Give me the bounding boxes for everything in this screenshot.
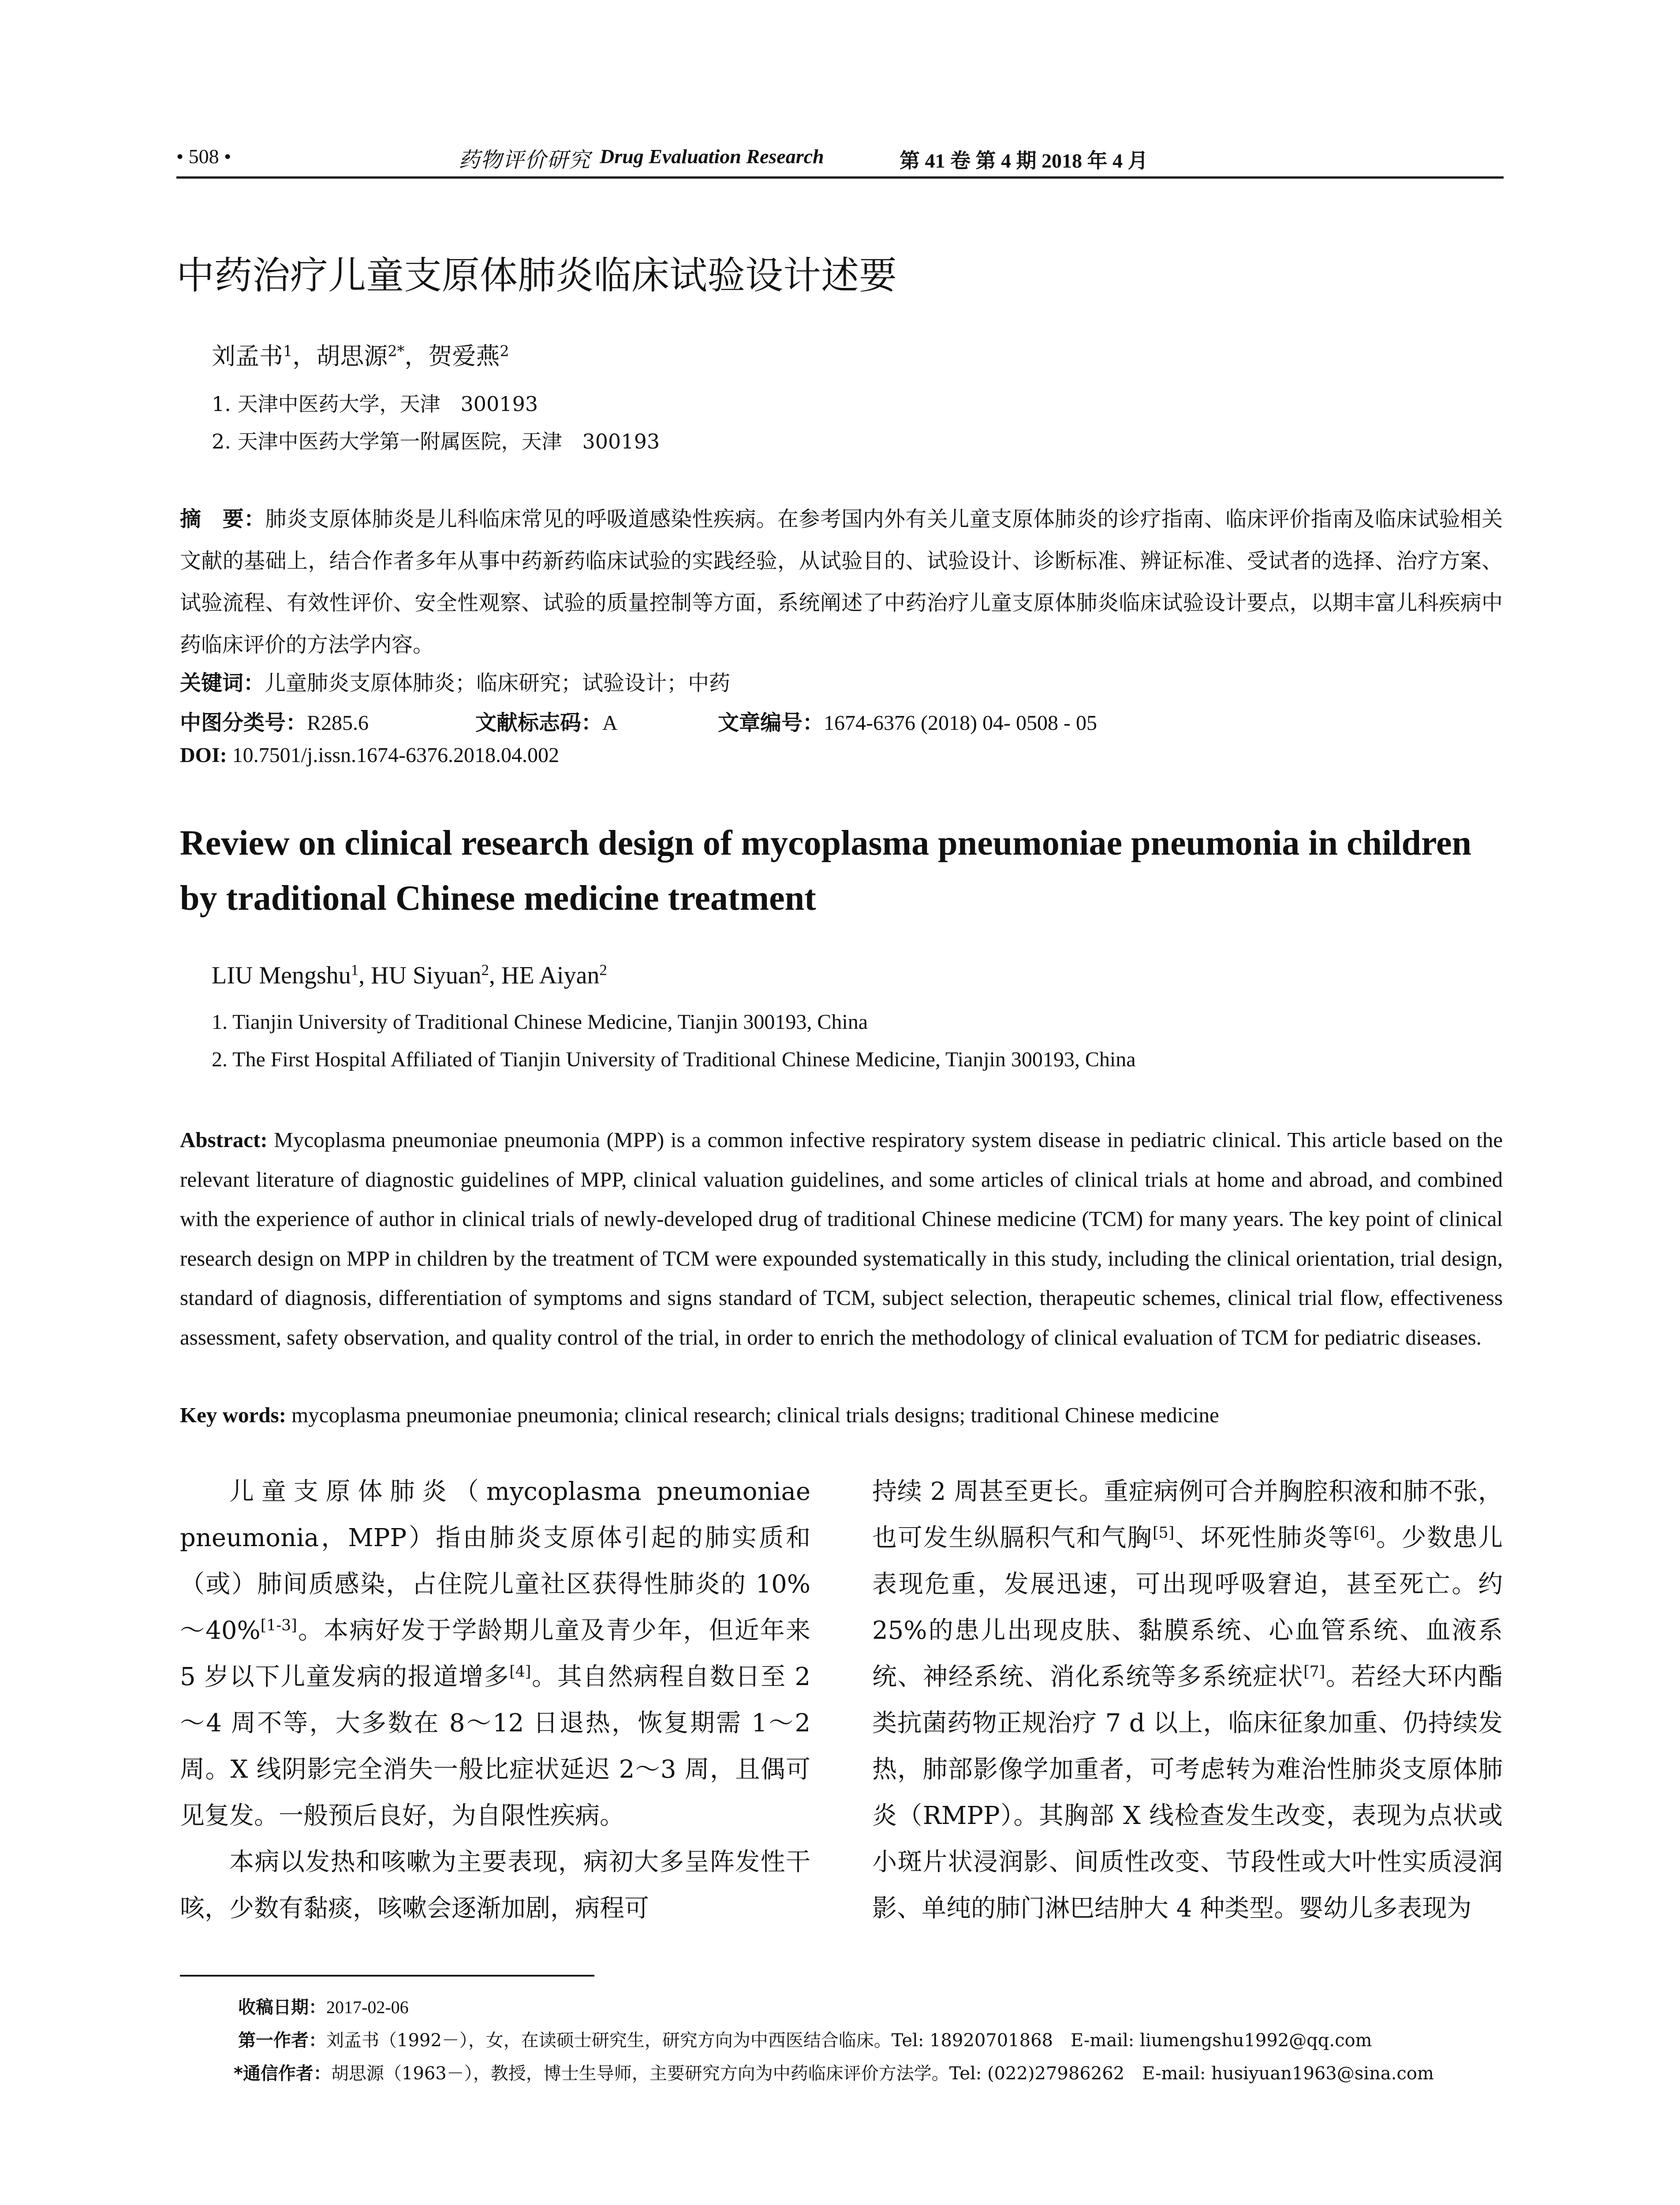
body-text: 、坏死性肺炎等	[1174, 1524, 1354, 1552]
affil-mark: 1	[283, 342, 293, 360]
title-en: Review on clinical research design of mycoplasma pneumoniae pneumonia in children by traditional Chinese medicine treatment	[180, 824, 1472, 918]
affil-mark: 2	[599, 961, 607, 979]
received-label: 收稿日期：	[238, 1997, 326, 2018]
affiliation-en-1: 1. Tianjin University of Traditional Chinese Medicine, Tianjin 300193, China	[212, 1010, 868, 1034]
citation[interactable]: [6]	[1353, 1524, 1375, 1542]
clc-label: 中图分类号：	[180, 710, 307, 735]
abstract-en-text: Mycoplasma pneumoniae pneumonia (MPP) is a common infective respiratory system disease in pediatric clinical. This article based on the relevant literature of diagnostic guidelines of MPP, clinical valuation guidelines, and some articles of clinical trials at home and abroad, and combined with the experience of author in clinical trials of newly-developed drug of traditional Chinese medicine (TCM) for many years. The key point of clinical research design on MPP in children by the treatment of TCM were expounded systematically in this study, including the clinical orientation, trial design, standard of diagnosis, differentiation of symptoms and signs standard of TCM, subject selection, therapeutic schemes, clinical trial flow, effectiveness assessment, safety observation, and quality control of the trial, in order to enrich the methodology of clinical evaluation of TCM for pediatric diseases.	[180, 1128, 1503, 1349]
journal-logo: 药物评价研究	[459, 148, 591, 172]
body-text: 。若经大环内酯类抗菌药物正规治疗 7 d 以上，临床征象加重、仍持续发热，肺部影像学加重者，可考虑转为难治性肺炎支原体肺炎（RMPP）。其胸部 X 线检查发生改变，表现为点状或小斑片状浸润影、间质性改变、节段性或大叶性实质浸润影、单纯的肺门淋巴结肿大 4 种类型。婴幼儿多表现为	[872, 1663, 1503, 1923]
corresponding-label: *通信作者：	[234, 2063, 331, 2084]
affil-mark: 1	[351, 961, 359, 979]
author-name: ，胡思源	[292, 342, 388, 370]
footnote-corresponding	[234, 2059, 1434, 2085]
body-text: 持续 2 周甚至更长。重症病例可合并胸腔积液和肺不张，也可发生纵膈积气和气胸	[872, 1477, 1503, 1552]
affiliation-en-2: 2. The First Hospital Affiliated of Tianjin University of Traditional Chinese Medicine, Tianjin 300193, China	[212, 1048, 1136, 1071]
first-author-info: 刘孟书（1992－），女，在读硕士研究生，研究方向为中西医结合临床。Tel: 18920701868 E-mail: liumengshu1992@qq.com	[326, 2030, 1372, 2051]
received-date: 2017-02-06	[326, 1997, 409, 2017]
author-name: , HU Siyuan	[358, 962, 482, 989]
affil-mark: 2	[500, 342, 509, 360]
body-text: 。其自然病程自数日至 2～4 周不等，大多数在 8～12 日退热，恢复期需 1～2 周。X 线阴影完全消失一般比症状延迟 2～3 周，且偶可见复发。一般预后良好，为自限性疾病。	[180, 1663, 810, 1830]
corresponding-info: 胡思源（1963－），教授，博士生导师，主要研究方向为中药临床评价方法学。Tel: (022)27986262 E-mail: husiyuan1963@sina.com	[331, 2063, 1434, 2084]
body-paragraph-2: 本病以发热和咳嗽为主要表现，病初大多呈阵发性干咳，少数有黏痰，咳嗽会逐渐加剧，病程可	[180, 1848, 810, 1923]
abstract-en-label: Abstract:	[180, 1128, 268, 1152]
doc-value: A	[602, 711, 618, 735]
body-text: 儿童支原体肺炎（mycoplasma pneumoniae pneumonia，MPP）指由肺炎支原体引起的肺实质和（或）肺间质感染，占住院儿童社区获得性肺炎的 10%～40%	[180, 1477, 810, 1645]
doi-label: DOI:	[180, 744, 227, 767]
affil-mark: 2*	[388, 342, 405, 360]
affil-mark: 2	[481, 961, 489, 979]
article-value: 1674-6376 (2018) 04- 0508 - 05	[824, 711, 1097, 735]
article-label: 文章编号：	[718, 710, 824, 735]
doi	[180, 743, 559, 767]
running-header	[176, 140, 1504, 176]
title-zh: 中药治疗儿童支原体肺炎临床试验设计述要	[176, 254, 897, 298]
affiliation-zh-1: 1. 天津中医药大学，天津 300193	[212, 392, 538, 416]
keywords-zh	[180, 666, 730, 696]
authors-zh	[212, 337, 509, 371]
journal-issue: 第 41 卷 第 4 期 2018 年 4 月	[900, 149, 1148, 172]
header-divider	[176, 176, 1504, 179]
author-name: 刘孟书	[212, 342, 283, 370]
classification-line	[180, 706, 1503, 736]
citation[interactable]: [5]	[1153, 1524, 1175, 1542]
body-column-right	[872, 1469, 1503, 1932]
author-name: , HE Aiyan	[489, 962, 600, 989]
document-code	[475, 706, 618, 736]
citation[interactable]: [4]	[509, 1663, 531, 1681]
abstract-zh	[180, 498, 1503, 666]
authors-en	[212, 961, 607, 990]
article-number	[718, 706, 1097, 736]
footnote-divider	[180, 1975, 594, 1977]
page-number: • 508 •	[176, 145, 231, 168]
body-text: 。本病好发于学龄期儿童及青少年，但近年来 5 岁以下儿童发病的报道增多	[180, 1616, 811, 1691]
footnote-first-author	[238, 2026, 1372, 2052]
affiliation-zh-2: 2. 天津中医药大学第一附属医院，天津 300193	[212, 430, 660, 453]
abstract-en	[180, 1120, 1503, 1357]
body-text: 。少数患儿表现危重，发展迅速，可出现呼吸窘迫，甚至死亡。约 25%的患儿出现皮肤、黏膜系统、心血管系统、血液系统、神经系统、消化系统等多系统症状	[872, 1524, 1503, 1691]
keywords-en-text: mycoplasma pneumoniae pneumonia; clinical research; clinical trials designs; traditional Chinese medicine	[291, 1403, 1219, 1427]
journal-name-en: Drug Evaluation Research	[600, 145, 824, 168]
author-name: ，贺爱燕	[404, 342, 500, 370]
doc-label: 文献标志码：	[475, 710, 603, 735]
keywords-zh-label: 关键词：	[180, 671, 265, 695]
citation[interactable]: [1-3]	[260, 1616, 297, 1634]
keywords-en	[180, 1402, 1219, 1428]
doi-value[interactable]: 10.7501/j.issn.1674-6376.2018.04.002	[232, 744, 560, 767]
body-paragraph-1	[180, 1469, 810, 1839]
footnote-received	[238, 1993, 409, 2018]
clc-value: R285.6	[307, 711, 369, 735]
body-column-left	[180, 1469, 810, 1932]
clc-code	[180, 706, 369, 736]
keywords-en-label: Key words:	[180, 1403, 286, 1427]
abstract-zh-label: 摘 要：	[180, 507, 265, 531]
abstract-zh-text: 肺炎支原体肺炎是儿科临床常见的呼吸道感染性疾病。在参考国内外有关儿童支原体肺炎的诊疗指南、临床评价指南及临床试验相关文献的基础上，结合作者多年从事中药新药临床试验的实践经验，从试验目的、试验设计、诊断标准、辨证标准、受试者的选择、治疗方案、试验流程、有效性评价、安全性观察、试验的质量控制等方面，系统阐述了中药治疗儿童支原体肺炎临床试验设计要点，以期丰富儿科疾病中药临床评价的方法学内容。	[180, 507, 1503, 657]
keywords-zh-text: 儿童肺炎支原体肺炎；临床研究；试验设计；中药	[265, 671, 731, 695]
citation[interactable]: [7]	[1303, 1663, 1325, 1681]
author-name: LIU Mengshu	[212, 962, 351, 989]
first-author-label: 第一作者：	[238, 2030, 326, 2051]
